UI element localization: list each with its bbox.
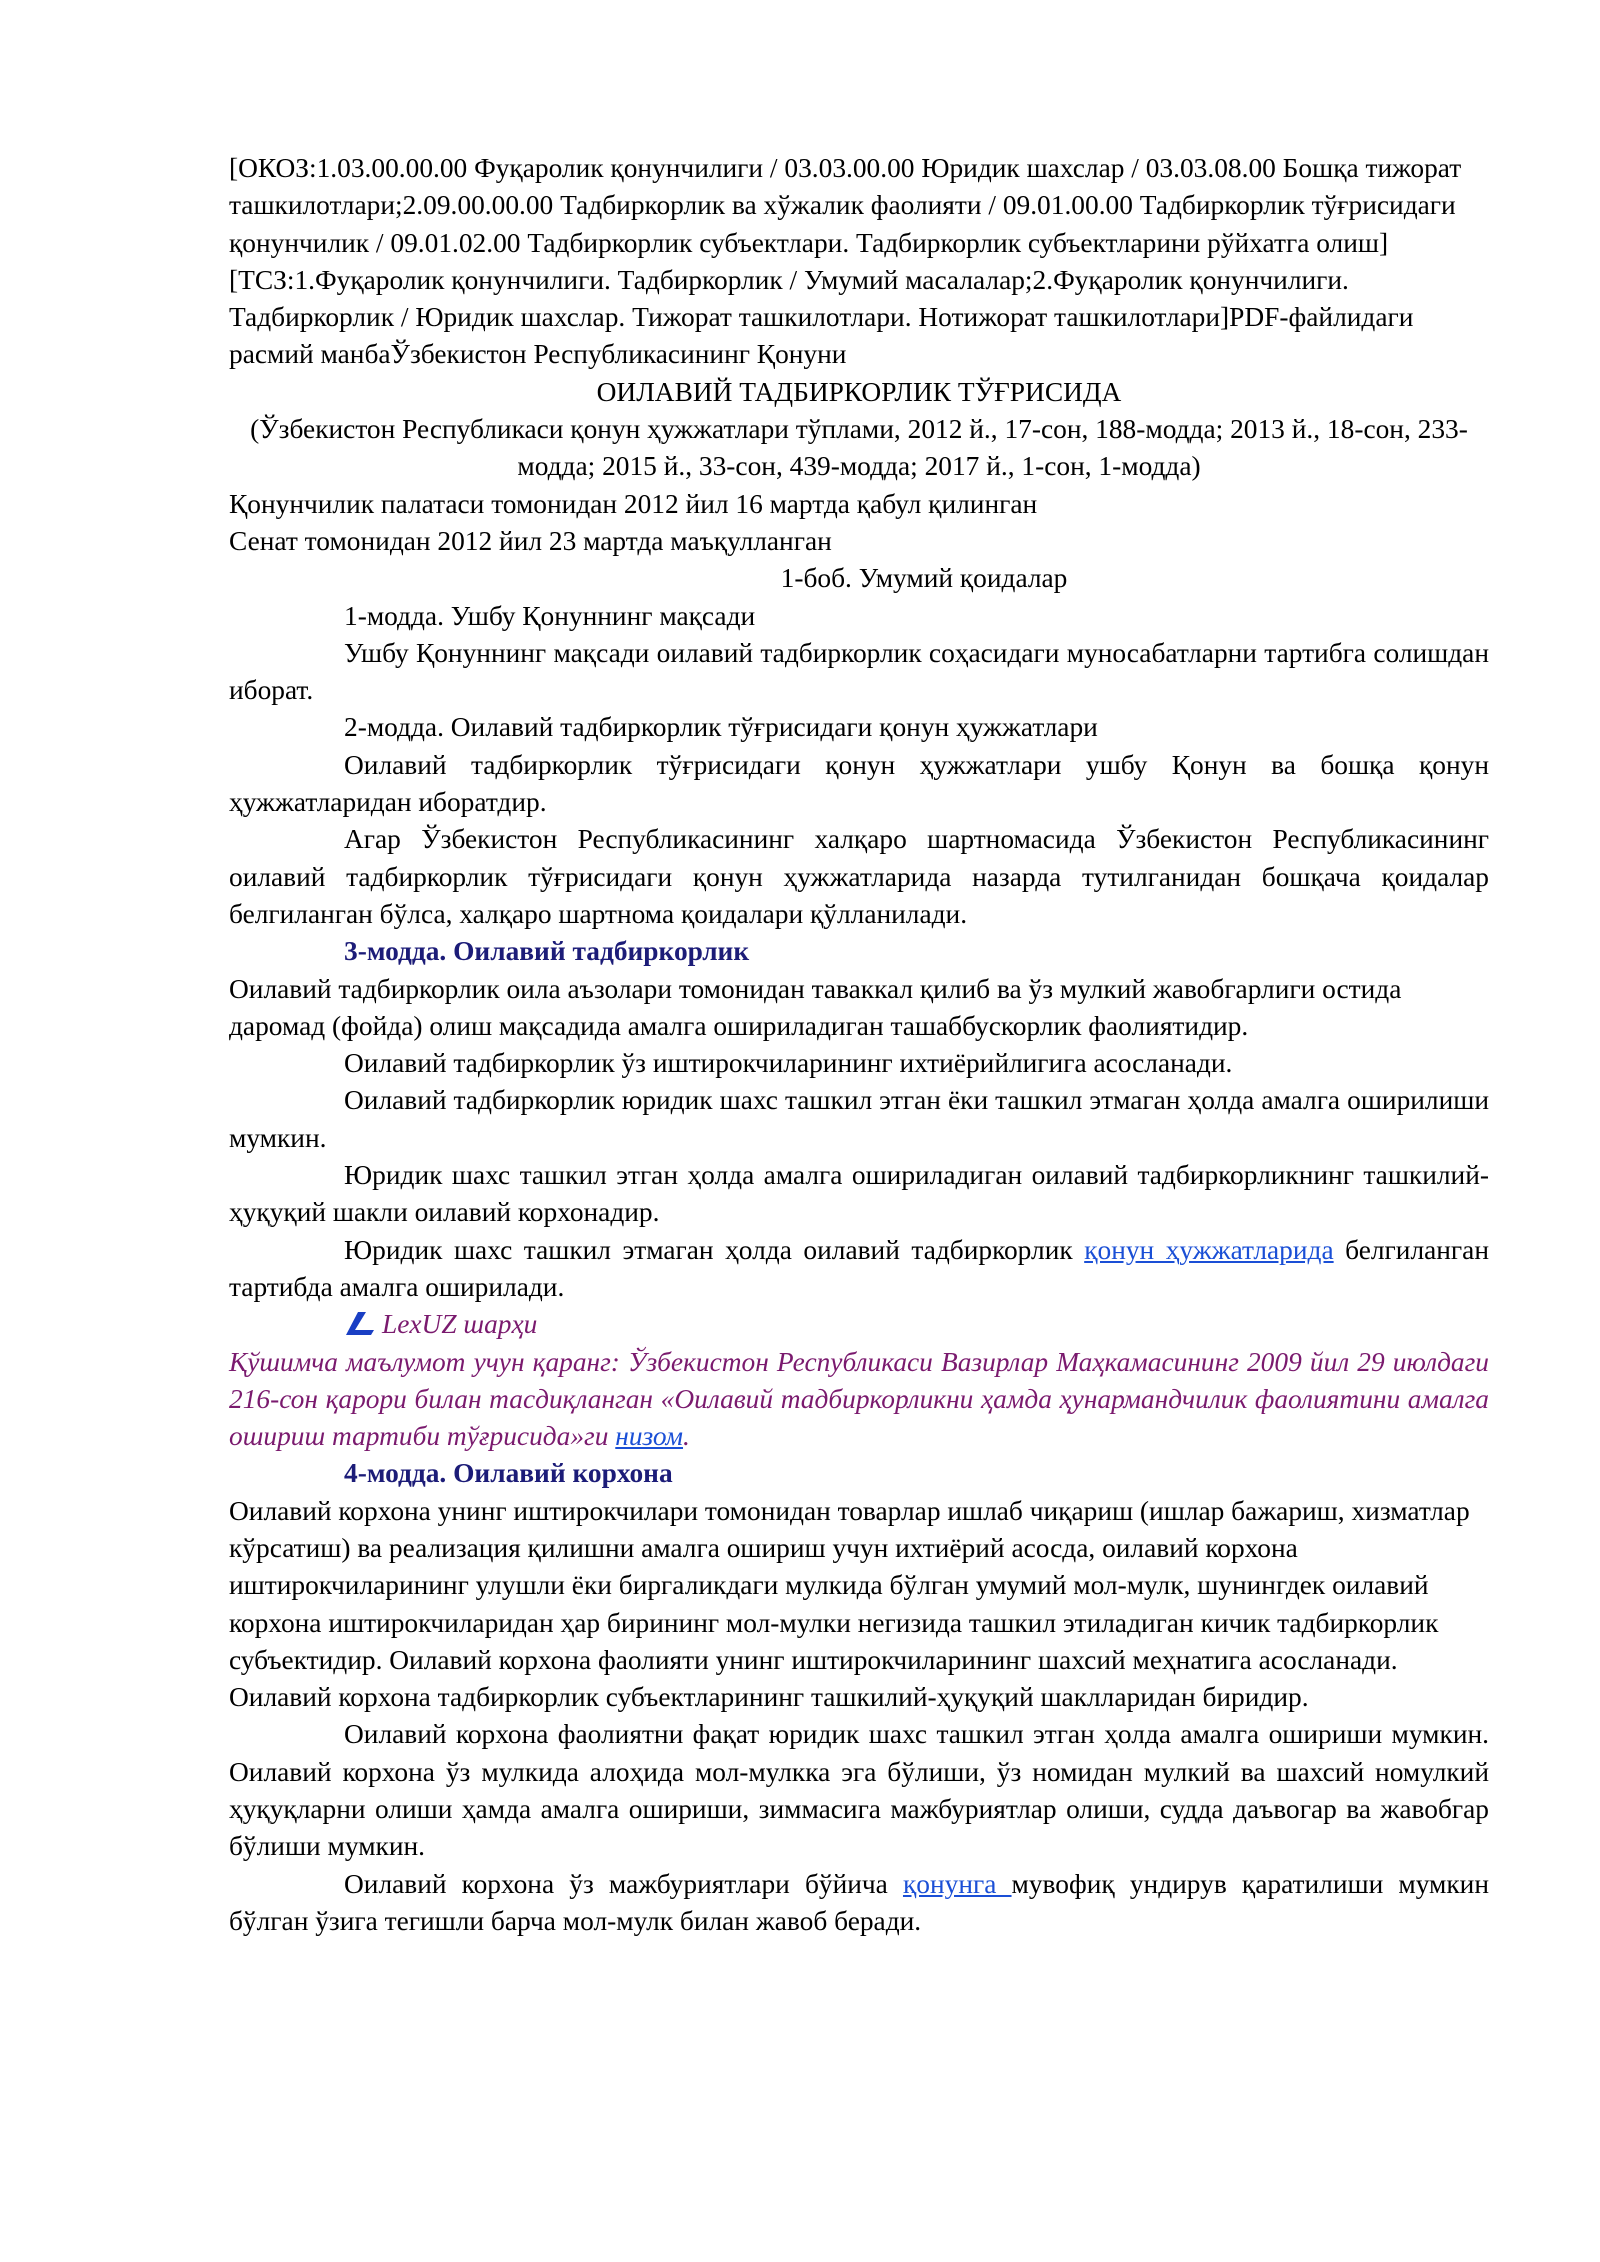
article-1-paragraph-1: Ушбу Қонуннинг мақсади оилавий тадбиркорлик соҳасидаги муносабатларни тартибга солишдан иборат. [229, 637, 1489, 706]
article-4-title: 4-модда. Оилавий корхона [344, 1458, 673, 1489]
lexuz-commentary-label: LexUZ шарҳи [382, 1309, 538, 1340]
source-reference: (Ўзбекистон Республикаси қонун ҳужжатлари тўплами, 2012 й., 17-сон, 188-модда; 2013 й., 18-сон, 233-модда; 2015 й., 33-сон, 439-модда; 2017 й., 1-сон, 1-модда) [250, 414, 1468, 482]
lexuz-logo-icon [344, 1309, 376, 1335]
article-2-paragraph-1: Оилавий тадбиркорлик тўғрисидаги қонун ҳужжатлари ушбу Қонун ва бошқа қонун ҳужжатларидан иборатдир. [229, 749, 1489, 818]
article-3-p5-text-end: белгиланган тартибда амалга оширилади. [229, 1234, 1489, 1302]
article-4-paragraph-1: Оилавий корхона унинг иштирокчилари томонидан товарлар ишлаб чиқариш (ишлар бажариш, хизматлар кўрсатиш) ва реализация қилишни амалга ошириш учун ихтиёрий асосда, оилавий корхона иштирокчиларининг улушли ёки биргаликдаги мулкида бўлган умумий мол-мулк, шунингдек оилавий корхона иштирокчиларидан ҳар бирининг мол-мулки негизида ташкил этиладиган кичик тадбиркорлик субъектидир. Оилавий корхона фаолияти унинг иштирокчиларининг шахсий меҳнатига асосланади. Оилавий корхона тадбиркорлик субъектларининг ташкилий-ҳуқуқий шаклларидан биридир. [229, 1495, 1470, 1713]
lexuz-commentary-header[interactable] [229, 1306, 1489, 1343]
article-4-p3-text-end: мувофиқ ундирув қаратилиши мумкин бўлган ўзига тегишли барча мол-мулк билан жавоб беради. [229, 1868, 1489, 1936]
article-2-paragraph-2: Агар Ўзбекистон Республикасининг халқаро шартномасида Ўзбекистон Республикасининг оилавий тадбиркорлик тўғрисидаги қонун ҳужжатларида назарда тутилганидан бошқача қоидалар белгиланган бўлса, халқаро шартнома қоидалари қўлланилади. [229, 824, 1489, 929]
article-2-title: 2-модда. Оилавий тадбиркорлик тўғрисидаги қонун ҳужжатлари [344, 712, 1098, 743]
legislation-link[interactable]: қонун ҳужжатларида [1084, 1234, 1334, 1265]
law-link[interactable]: қонунга [902, 1868, 1012, 1899]
regulation-link[interactable]: низом [615, 1421, 684, 1452]
lexuz-commentary-text [229, 1344, 1489, 1456]
article-3-title: 3-модда. Оилавий тадбиркорлик [344, 936, 750, 967]
commentary-text-end: . [683, 1421, 690, 1452]
article-3-paragraph-4: Юридик шахс ташкил этган ҳолда амалга ошириладиган оилавий тадбиркорликнинг ташкилий-ҳуқуқий шакли оилавий корхонадир. [229, 1160, 1489, 1228]
document-page [229, 150, 1489, 1940]
article-4-p3-text-start: Оилавий корхона ўз мажбуриятлари бўйича [344, 1868, 903, 1899]
article-4-paragraph-2: Оилавий корхона фаолиятни фақат юридик шахс ташкил этган ҳолда амалга ошириши мумкин. Оилавий корхона ўз мулкида алоҳида мол-мулкка эга бўлиши, ўз номидан мулкий ва шахсий номулкий ҳуқуқларни олиши ҳамда амалга ошириши, зиммасига мажбуриятлар олиши, судда даъвогар ва жавобгар бўлиши мумкин. [229, 1719, 1489, 1862]
article-3-paragraph-5 [229, 1232, 1489, 1307]
chapter-title: 1-боб. Умумий қоидалар [780, 563, 1068, 594]
header-classifier: [ОКОЗ:1.03.00.00.00 Фуқаролик қонунчилиги / 03.03.00.00 Юридик шахслар / 03.03.08.00 Бошқа тижорат ташкилотлари;2.09.00.00.00 Тадбиркорлик ва хўжалик фаолияти / 09.01.00.00 Тадбиркорлик тўғрисидаги қонунчилик / 09.01.02.00 Тадбиркорлик субъектлари. Тадбиркорлик субъектларини рўйхатга олиш][ТСЗ:1.Фуқаролик қонунчилиги. Тадбиркорлик / Умумий масалалар;2.Фуқаролик қонунчилиги. Тадбиркорлик / Юридик шахслар. Тижорат ташкилотлари. Нотижорат ташкилотлари]PDF-файлидаги расмий манбаЎзбекистон Республикасининг Қонуни [229, 153, 1462, 370]
adopted-note: Қонунчилик палатаси томонидан 2012 йил 16 мартда қабул қилинган [229, 488, 1038, 519]
article-4-paragraph-3 [229, 1866, 1489, 1941]
article-3-paragraph-1: Оилавий тадбиркорлик оила аъзолари томонидан таваккал қилиб ва ўз мулкий жавобгарлиги остида даромад (фойда) олиш мақсадида амалга ошириладиган ташаббускорлик фаолиятидир. [229, 973, 1402, 1041]
article-3-p5-text-start: Юридик шахс ташкил этмаган ҳолда оилавий тадбиркорлик [344, 1234, 1085, 1265]
commentary-text-start: Қўшимча маълумот учун қаранг: Ўзбекистон Республикаси Вазирлар Маҳкамасининг 2009 йил 29 июлдаги 216-сон қарори билан тасдиқланган «Оилавий тадбиркорликни ҳамда ҳунармандчилик фаолиятини амалга ошириш тартиби тўғрисида»ги [229, 1346, 1489, 1452]
approved-note: Сенат томонидан 2012 йил 23 мартда маъқулланган [229, 525, 832, 556]
article-1-title: 1-модда. Ушбу Қонуннинг мақсади [344, 600, 756, 631]
article-3-paragraph-2: Оилавий тадбиркорлик ўз иштирокчиларининг ихтиёрийлигига асосланади. [344, 1048, 1233, 1079]
law-title: ОИЛАВИЙ ТАДБИРКОРЛИК ТЎҒРИСИДА [596, 376, 1122, 407]
article-3-paragraph-3: Оилавий тадбиркорлик юридик шахс ташкил этган ёки ташкил этмаган ҳолда амалга оширилиши мумкин. [229, 1085, 1489, 1153]
